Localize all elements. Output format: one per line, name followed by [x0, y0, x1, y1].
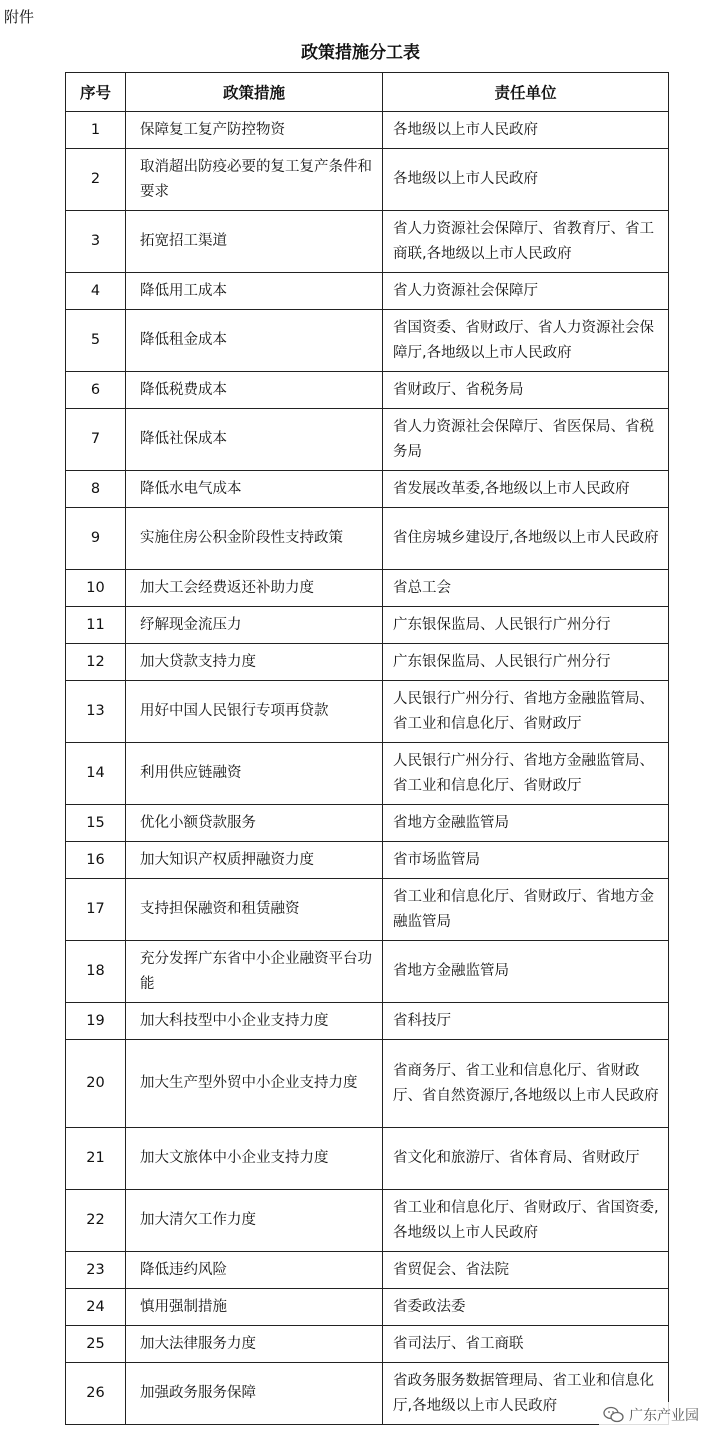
policy-table	[65, 72, 669, 1425]
policy-measure: 取消超出防疫必要的复工复产条件和要求	[126, 149, 383, 211]
table-row	[66, 211, 669, 273]
table-row	[66, 1128, 669, 1190]
responsible-unit: 省市场监管局	[383, 842, 669, 879]
row-number: 15	[66, 805, 126, 842]
responsible-unit: 省地方金融监管局	[383, 805, 669, 842]
table-row	[66, 1190, 669, 1252]
responsible-unit: 省工业和信息化厅、省财政厅、省国资委,各地级以上市人民政府	[383, 1190, 669, 1252]
row-number: 13	[66, 681, 126, 743]
responsible-unit: 省人力资源社会保障厅	[383, 273, 669, 310]
policy-measure: 慎用强制措施	[126, 1289, 383, 1326]
responsible-unit: 省住房城乡建设厅,各地级以上市人民政府	[383, 508, 669, 570]
row-number: 1	[66, 112, 126, 149]
table-row	[66, 112, 669, 149]
responsible-unit: 省商务厅、省工业和信息化厅、省财政厅、省自然资源厅,各地级以上市人民政府	[383, 1040, 669, 1128]
policy-measure: 加大生产型外贸中小企业支持力度	[126, 1040, 383, 1128]
policy-measure: 加大科技型中小企业支持力度	[126, 1003, 383, 1040]
row-number: 8	[66, 471, 126, 508]
policy-measure: 优化小额贷款服务	[126, 805, 383, 842]
responsible-unit: 省发展改革委,各地级以上市人民政府	[383, 471, 669, 508]
attachment-label: 附件	[4, 8, 35, 26]
responsible-unit: 各地级以上市人民政府	[383, 149, 669, 211]
row-number: 14	[66, 743, 126, 805]
row-number: 2	[66, 149, 126, 211]
table-row	[66, 409, 669, 471]
responsible-unit: 省财政厅、省税务局	[383, 372, 669, 409]
column-header-no: 序号	[66, 73, 126, 112]
policy-measure: 降低违约风险	[126, 1252, 383, 1289]
table-row	[66, 1363, 669, 1425]
policy-measure: 降低社保成本	[126, 409, 383, 471]
table-row	[66, 471, 669, 508]
responsible-unit: 省委政法委	[383, 1289, 669, 1326]
row-number: 22	[66, 1190, 126, 1252]
table-header-row	[66, 73, 669, 112]
table-row	[66, 681, 669, 743]
table-row	[66, 149, 669, 211]
wechat-icon	[603, 1406, 625, 1424]
responsible-unit: 人民银行广州分行、省地方金融监管局、省工业和信息化厅、省财政厅	[383, 681, 669, 743]
policy-measure: 加强政务服务保障	[126, 1363, 383, 1425]
table-row	[66, 508, 669, 570]
policy-measure: 充分发挥广东省中小企业融资平台功能	[126, 941, 383, 1003]
table-row	[66, 1289, 669, 1326]
policy-measure: 降低水电气成本	[126, 471, 383, 508]
policy-measure: 用好中国人民银行专项再贷款	[126, 681, 383, 743]
row-number: 26	[66, 1363, 126, 1425]
responsible-unit: 各地级以上市人民政府	[383, 112, 669, 149]
row-number: 16	[66, 842, 126, 879]
policy-measure: 加大法律服务力度	[126, 1326, 383, 1363]
responsible-unit: 省地方金融监管局	[383, 941, 669, 1003]
responsible-unit: 省科技厅	[383, 1003, 669, 1040]
row-number: 4	[66, 273, 126, 310]
row-number: 3	[66, 211, 126, 273]
column-header-measure: 政策措施	[126, 73, 383, 112]
responsible-unit: 省人力资源社会保障厅、省教育厅、省工商联,各地级以上市人民政府	[383, 211, 669, 273]
row-number: 23	[66, 1252, 126, 1289]
policy-measure: 降低税费成本	[126, 372, 383, 409]
table-row	[66, 743, 669, 805]
policy-measure: 加大文旅体中小企业支持力度	[126, 1128, 383, 1190]
policy-measure: 加大清欠工作力度	[126, 1190, 383, 1252]
watermark-text: 广东产业园	[629, 1408, 699, 1424]
policy-measure: 利用供应链融资	[126, 743, 383, 805]
table-row	[66, 310, 669, 372]
table-row	[66, 941, 669, 1003]
policy-measure: 纾解现金流压力	[126, 607, 383, 644]
table-row	[66, 1252, 669, 1289]
responsible-unit: 广东银保监局、人民银行广州分行	[383, 644, 669, 681]
watermark	[599, 1402, 703, 1428]
row-number: 12	[66, 644, 126, 681]
table-row	[66, 842, 669, 879]
policy-measure: 加大知识产权质押融资力度	[126, 842, 383, 879]
row-number: 24	[66, 1289, 126, 1326]
responsible-unit: 省司法厅、省工商联	[383, 1326, 669, 1363]
policy-measure: 拓宽招工渠道	[126, 211, 383, 273]
row-number: 25	[66, 1326, 126, 1363]
responsible-unit: 省政务服务数据管理局、省工业和信息化厅,各地级以上市人民政府	[383, 1363, 669, 1425]
policy-measure: 保障复工复产防控物资	[126, 112, 383, 149]
table-row	[66, 1003, 669, 1040]
table-row	[66, 1040, 669, 1128]
column-header-unit: 责任单位	[383, 73, 669, 112]
policy-measure: 加大工会经费返还补助力度	[126, 570, 383, 607]
responsible-unit: 广东银保监局、人民银行广州分行	[383, 607, 669, 644]
table-row	[66, 372, 669, 409]
table-row	[66, 879, 669, 941]
responsible-unit: 省贸促会、省法院	[383, 1252, 669, 1289]
policy-measure: 加大贷款支持力度	[126, 644, 383, 681]
row-number: 19	[66, 1003, 126, 1040]
row-number: 5	[66, 310, 126, 372]
row-number: 7	[66, 409, 126, 471]
page-title: 政策措施分工表	[301, 43, 420, 63]
row-number: 20	[66, 1040, 126, 1128]
table-row	[66, 1326, 669, 1363]
table-row	[66, 607, 669, 644]
table-row	[66, 805, 669, 842]
row-number: 11	[66, 607, 126, 644]
responsible-unit: 省人力资源社会保障厅、省医保局、省税务局	[383, 409, 669, 471]
responsible-unit: 省文化和旅游厅、省体育局、省财政厅	[383, 1128, 669, 1190]
row-number: 18	[66, 941, 126, 1003]
policy-measure: 实施住房公积金阶段性支持政策	[126, 508, 383, 570]
table-row	[66, 570, 669, 607]
row-number: 6	[66, 372, 126, 409]
row-number: 9	[66, 508, 126, 570]
policy-measure: 降低租金成本	[126, 310, 383, 372]
responsible-unit: 省总工会	[383, 570, 669, 607]
row-number: 17	[66, 879, 126, 941]
row-number: 10	[66, 570, 126, 607]
policy-measure: 支持担保融资和租赁融资	[126, 879, 383, 941]
responsible-unit: 省工业和信息化厅、省财政厅、省地方金融监管局	[383, 879, 669, 941]
responsible-unit: 省国资委、省财政厅、省人力资源社会保障厅,各地级以上市人民政府	[383, 310, 669, 372]
policy-measure: 降低用工成本	[126, 273, 383, 310]
responsible-unit: 人民银行广州分行、省地方金融监管局、省工业和信息化厅、省财政厅	[383, 743, 669, 805]
table-row	[66, 644, 669, 681]
table-row	[66, 273, 669, 310]
row-number: 21	[66, 1128, 126, 1190]
